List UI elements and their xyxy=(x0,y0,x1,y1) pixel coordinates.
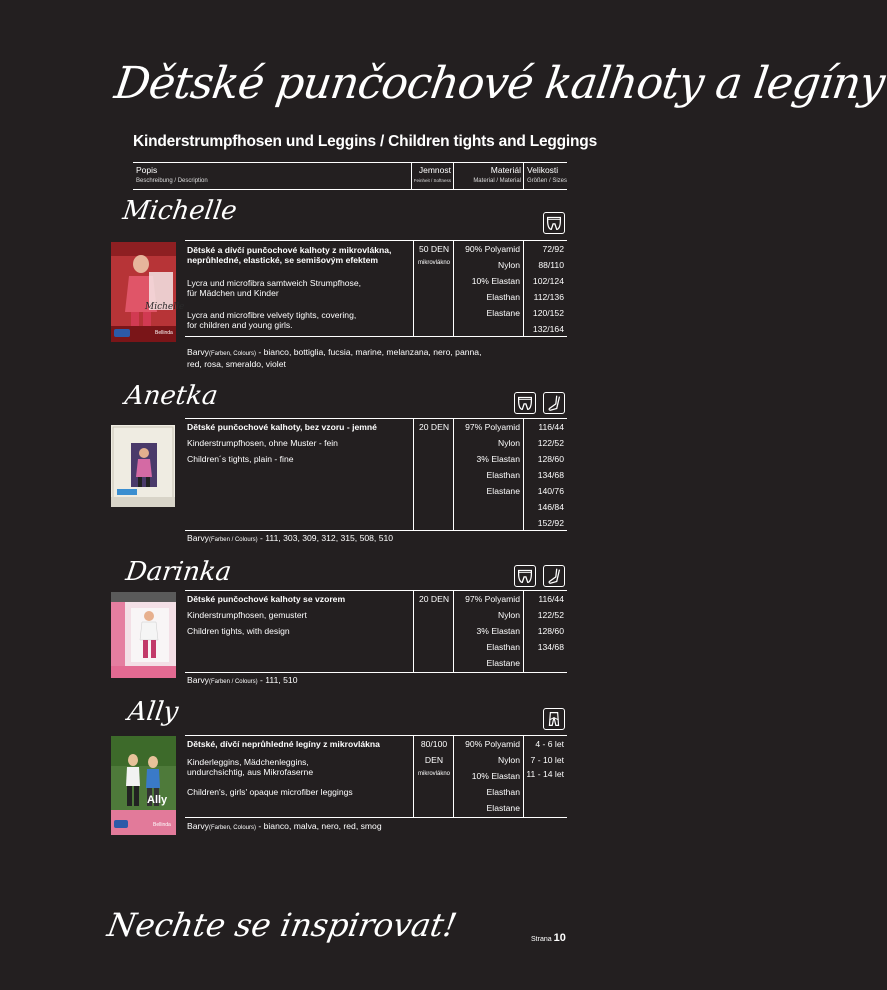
desc-en: Children tights, with design xyxy=(187,626,290,636)
material-value: 90% Polyamid xyxy=(465,244,520,254)
header-jemnost xyxy=(411,163,454,189)
size-value: 88/110 xyxy=(538,260,564,270)
material-value: Elasthan xyxy=(486,470,520,480)
jemnost-value: DEN xyxy=(424,755,444,765)
desc-column xyxy=(185,736,413,817)
size-value: 7 - 10 let xyxy=(530,755,564,765)
product-table-darinka xyxy=(185,590,567,673)
colors-label: Barvy xyxy=(187,821,209,831)
material-value: Elastane xyxy=(486,486,520,496)
size-value: 120/152 xyxy=(532,308,564,318)
header-velikosti-label: Velikosti xyxy=(527,165,559,175)
colors-sub: (Farben, Colours) xyxy=(208,825,256,831)
product-name-ally: Ally xyxy=(125,697,181,727)
material-value: Elasthan xyxy=(486,787,520,797)
tights-icon xyxy=(514,565,536,587)
colors-list: red, rosa, smeraldo, violet xyxy=(187,359,286,369)
jemnost-sub: mikrovlákno xyxy=(417,771,450,777)
colors-label: Barvy xyxy=(187,533,209,543)
jemnost-value: 20 DEN xyxy=(418,594,450,604)
material-value: Nylon xyxy=(498,438,520,448)
product-package-ally xyxy=(111,736,176,835)
colors-label: Barvy xyxy=(187,347,209,357)
colors-michelle xyxy=(187,347,481,369)
size-value: 4 - 6 let xyxy=(535,739,564,749)
header-jemnost-sub: Feinheit / Softness xyxy=(413,178,451,183)
product-package-darinka xyxy=(111,592,176,678)
header-material xyxy=(453,163,524,189)
package-brand: Bellinda xyxy=(153,822,171,828)
product-name-darinka: Darinka xyxy=(123,557,234,587)
size-value: 102/124 xyxy=(532,276,564,286)
size-value: 134/68 xyxy=(537,642,564,652)
jemnost-value: 80/100 xyxy=(420,739,448,749)
page-label: Strana xyxy=(531,936,552,943)
header-velikosti-sub: Größen / Sizes xyxy=(527,178,568,184)
size-value: 122/52 xyxy=(537,438,564,448)
header-popis-sub: Beschreibung / Description xyxy=(136,178,208,184)
material-value: Elastane xyxy=(486,308,520,318)
header-popis xyxy=(133,163,411,189)
page-number xyxy=(531,932,566,944)
jemnost-column xyxy=(413,591,454,672)
colors-list: - 111, 510 xyxy=(257,675,298,685)
jemnost-column xyxy=(413,419,454,530)
material-value: 10% Elastan xyxy=(471,276,520,286)
product-table-anetka xyxy=(185,418,567,531)
material-value: Elastane xyxy=(486,658,520,668)
desc-cz: Dětské, dívčí neprůhledné legíny z mikrovlákna xyxy=(187,739,380,749)
desc-cz: neprůhledné, elastické, se semišovým efektem xyxy=(187,255,379,265)
footer-slogan: Nechte se inspirovat! xyxy=(104,906,460,944)
desc-de: Kinderstrumpfhosen, ohne Muster - fein xyxy=(187,438,338,448)
jemnost-value: 20 DEN xyxy=(418,422,450,432)
sizes-column xyxy=(523,241,568,336)
product-name-anetka: Anetka xyxy=(122,381,220,411)
material-value: 3% Elastan xyxy=(476,626,520,636)
colors-sub: (Farben / Colours) xyxy=(208,679,258,685)
page-subtitle: Kinderstrumpfhosen und Leggins / Children tights and Leggings xyxy=(133,133,597,150)
jemnost-column xyxy=(413,736,454,817)
colors-ally xyxy=(187,821,382,833)
material-column xyxy=(453,591,524,672)
material-column xyxy=(453,419,524,530)
package-label: Michelle xyxy=(145,302,185,312)
leg-icon xyxy=(543,392,565,414)
size-value: 11 - 14 let xyxy=(526,769,564,779)
material-value: Nylon xyxy=(498,610,520,620)
colors-list: - 111, 303, 309, 312, 315, 508, 510 xyxy=(257,533,394,543)
colors-label: Barvy xyxy=(187,675,209,685)
desc-cz: Dětské punčochové kalhoty, bez vzoru - jemné xyxy=(187,422,377,432)
desc-cz: Dětské punčochové kalhoty se vzorem xyxy=(187,594,346,604)
size-value: 132/164 xyxy=(532,324,564,334)
colors-list: - bianco, bottiglia, fucsia, marine, melanzana, nero, panna, xyxy=(255,347,482,357)
size-value: 152/92 xyxy=(537,518,564,528)
material-value: 90% Polyamid xyxy=(465,739,520,749)
header-velikosti xyxy=(523,163,568,189)
desc-de: für Mädchen und Kinder xyxy=(187,288,279,298)
desc-cz: Dětské a dívčí punčochové kalhoty z mikrovlákna, xyxy=(187,245,392,255)
size-value: 116/44 xyxy=(538,594,564,604)
material-value: Elastane xyxy=(486,803,520,813)
desc-de: Kinderleggins, Mädchenleggins, xyxy=(187,757,309,767)
material-value: Elasthan xyxy=(486,292,520,302)
material-value: Elasthan xyxy=(486,642,520,652)
desc-en: Children's, girls' opaque microfiber leggings xyxy=(187,787,353,797)
size-value: 134/68 xyxy=(537,470,564,480)
material-value: Nylon xyxy=(498,260,520,270)
material-value: 97% Polyamid xyxy=(465,422,520,432)
desc-en: Lycra and microfibre velvety tights, covering, xyxy=(187,310,357,320)
size-value: 128/60 xyxy=(537,454,564,464)
colors-sub: (Farben, Colours) xyxy=(208,351,256,357)
tights-icon xyxy=(514,392,536,414)
colors-anetka xyxy=(187,533,393,545)
desc-column xyxy=(185,241,413,336)
size-value: 112/136 xyxy=(533,292,564,302)
product-table-michelle xyxy=(185,240,567,337)
package-brand: Bellinda xyxy=(155,330,173,336)
product-name-michelle: Michelle xyxy=(120,196,239,226)
colors-sub: (Farben / Colours) xyxy=(208,537,258,543)
jemnost-sub: mikrovlákno xyxy=(417,260,450,266)
leggings-icon xyxy=(543,708,565,730)
product-table-ally xyxy=(185,735,567,818)
product-package-anetka xyxy=(111,425,175,507)
sizes-column xyxy=(523,591,568,672)
material-value: 3% Elastan xyxy=(476,454,520,464)
material-value: 97% Polyamid xyxy=(465,594,520,604)
leg-icon xyxy=(543,565,565,587)
page-title: Dětské punčochové kalhoty a legíny xyxy=(111,58,887,109)
material-column xyxy=(453,736,524,817)
desc-de: Kinderstrumpfhosen, gemustert xyxy=(187,610,307,620)
product-package-michelle xyxy=(111,242,185,342)
header-material-sub: Material / Material xyxy=(473,178,521,184)
size-value: 72/92 xyxy=(542,244,564,254)
desc-de: Lycra und microfibra samtweich Strumpfhose, xyxy=(187,278,362,288)
jemnost-value: 50 DEN xyxy=(418,244,450,254)
desc-column xyxy=(185,591,413,672)
size-value: 128/60 xyxy=(537,626,564,636)
column-header-bar xyxy=(133,162,567,190)
desc-en: Children´s tights, plain - fine xyxy=(187,454,294,464)
size-value: 140/76 xyxy=(537,486,564,496)
sizes-column xyxy=(523,419,568,530)
size-value: 122/52 xyxy=(537,610,564,620)
jemnost-column xyxy=(413,241,454,336)
page-number-value: 10 xyxy=(553,932,566,944)
header-material-label: Materiál xyxy=(490,165,521,175)
desc-column xyxy=(185,419,413,530)
sizes-column xyxy=(523,736,568,817)
size-value: 116/44 xyxy=(538,422,564,432)
tights-icon xyxy=(543,212,565,234)
colors-darinka xyxy=(187,675,297,687)
desc-de: undurchsichtig, aus Mikrofaserne xyxy=(187,767,314,777)
package-label: Ally xyxy=(147,794,168,806)
header-jemnost-label: Jemnost xyxy=(418,165,451,175)
material-value: 10% Elastan xyxy=(471,771,520,781)
desc-en: for children and young girls. xyxy=(187,320,293,330)
colors-list: - bianco, malva, nero, red, smog xyxy=(255,821,382,831)
material-value: Nylon xyxy=(498,755,520,765)
material-column xyxy=(453,241,524,336)
size-value: 146/84 xyxy=(537,502,564,512)
header-popis-label: Popis xyxy=(136,165,158,175)
